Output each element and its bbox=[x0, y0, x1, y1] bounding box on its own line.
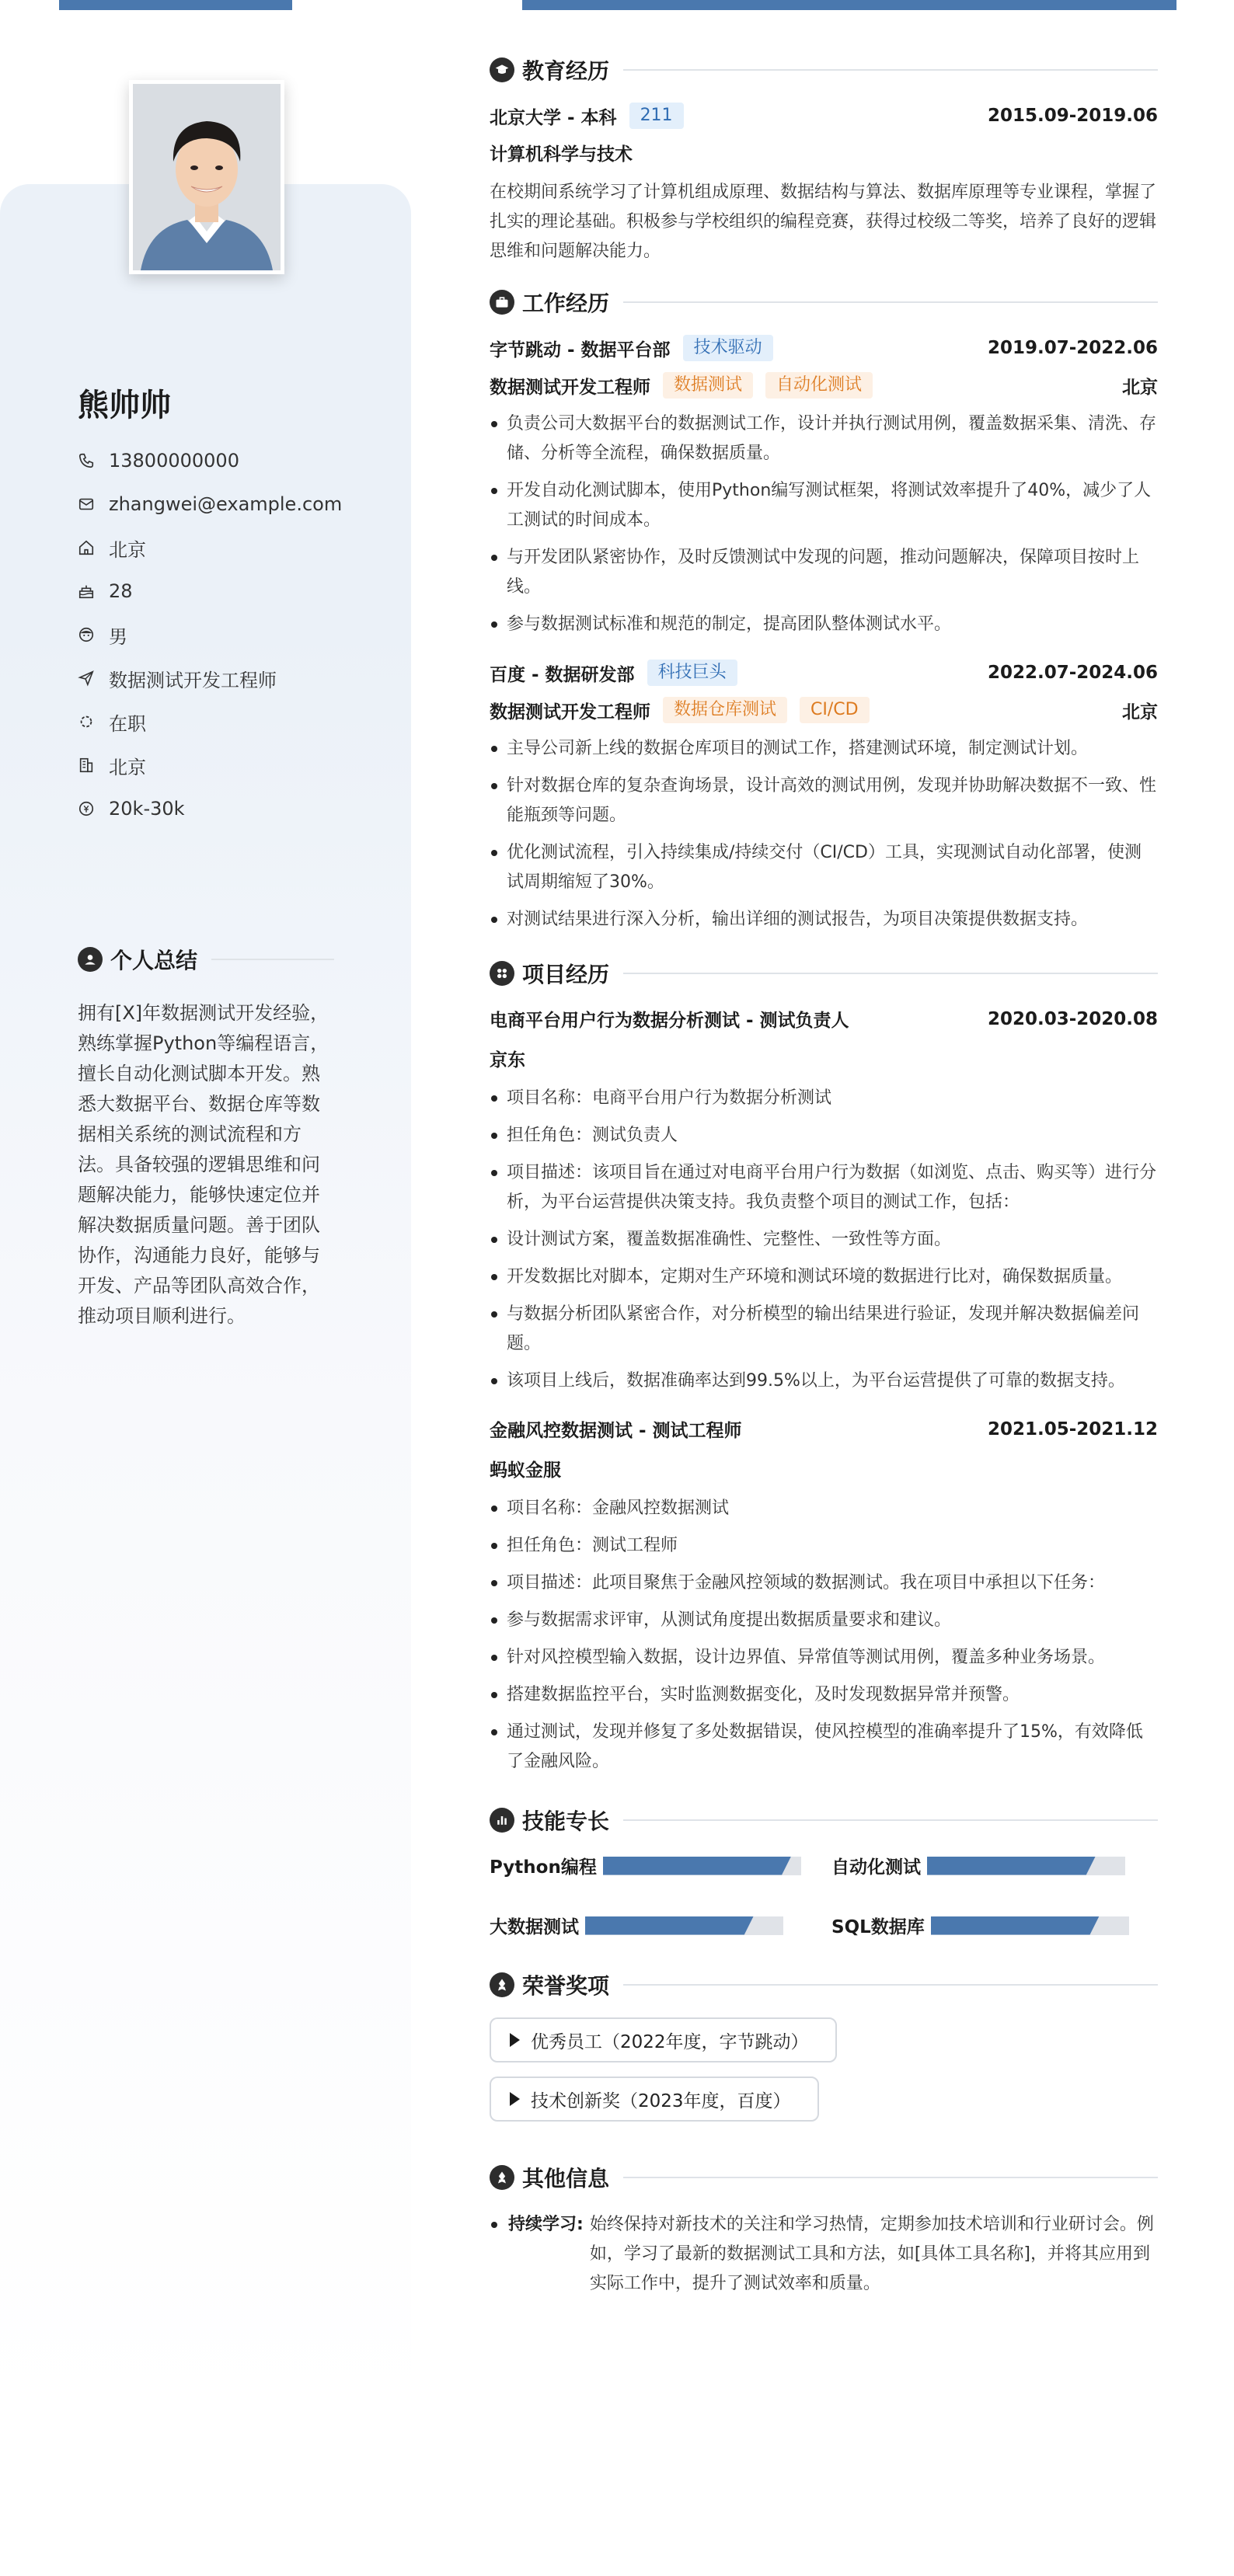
list-item: 针对数据仓库的复杂查询场景，设计高效的测试用例，发现并协助解决数据不一致、性能瓶颈等问题。 bbox=[490, 771, 1158, 830]
list-item: 主导公司新上线的数据仓库项目的测试工作，搭建测试环境，制定测试计划。 bbox=[490, 734, 1158, 764]
list-item: 项目描述：该项目旨在通过对电商平台用户行为数据（如浏览、点击、购买等）进行分析，为平台运营提供决策支持。我负责整个项目的测试工作，包括： bbox=[490, 1158, 1158, 1217]
info-gender bbox=[78, 613, 389, 656]
projects-header bbox=[490, 958, 1158, 989]
skill-bar-fill bbox=[603, 1857, 791, 1875]
list-item: 针对风控模型输入数据，设计边界值、异常值等测试用例，覆盖多种业务场景。 bbox=[490, 1643, 1158, 1673]
job-bullets bbox=[490, 409, 1158, 639]
work-section bbox=[490, 287, 1158, 935]
project-date: 2020.03-2020.08 bbox=[987, 1008, 1158, 1029]
projects-title: 项目经历 bbox=[522, 962, 610, 987]
skills-grid bbox=[490, 1853, 1158, 1938]
job-date: 2022.07-2024.06 bbox=[987, 663, 1158, 683]
list-item: 项目名称：电商平台用户行为数据分析测试 bbox=[490, 1084, 1158, 1113]
info-age bbox=[78, 569, 389, 613]
building-icon bbox=[78, 757, 95, 774]
medal-icon bbox=[490, 1972, 514, 1997]
project-entry bbox=[490, 1006, 1158, 1396]
play-icon bbox=[510, 2092, 520, 2106]
project-entry bbox=[490, 1416, 1158, 1777]
skills-title: 技能专长 bbox=[522, 1808, 610, 1834]
skill-bar bbox=[927, 1857, 1125, 1875]
top-accent-bar-right bbox=[522, 0, 1176, 10]
job-role-row bbox=[490, 372, 1158, 399]
list-item: 担任角色：测试工程师 bbox=[490, 1531, 1158, 1561]
skill-bar-fill bbox=[931, 1916, 1100, 1935]
briefcase-icon bbox=[490, 290, 514, 315]
job-city: 北京 bbox=[1122, 377, 1158, 398]
list-item: 该项目上线后，数据准确率达到99.5%以上，为平台运营提供了可靠的数据支持。 bbox=[490, 1366, 1158, 1396]
list-item: 负责公司大数据平台的数据测试工作，设计并执行测试用例，覆盖数据采集、清洗、存储、分析等全流程，确保数据质量。 bbox=[490, 409, 1158, 468]
status-icon bbox=[78, 713, 95, 730]
project-header-row bbox=[490, 1006, 1158, 1032]
list-item: 设计测试方案，覆盖数据准确性、完整性、一致性等方面。 bbox=[490, 1225, 1158, 1255]
info-email bbox=[78, 482, 389, 526]
info-job-target bbox=[78, 656, 389, 700]
phone-icon bbox=[78, 452, 95, 469]
projects-divider bbox=[623, 973, 1158, 974]
mail-icon bbox=[78, 496, 95, 513]
email-text: zhangwei@example.com bbox=[109, 493, 343, 515]
education-row bbox=[490, 103, 1158, 129]
main-column bbox=[490, 54, 1158, 2299]
info-status bbox=[78, 700, 389, 743]
skills-header bbox=[490, 1805, 1158, 1836]
skill-bar bbox=[931, 1916, 1129, 1935]
award-item bbox=[490, 2017, 837, 2063]
list-item: 通过测试，发现并修复了多处数据错误，使风控模型的准确率提升了15%，有效降低了金融风险。 bbox=[490, 1718, 1158, 1777]
role-tag: CI/CD bbox=[800, 697, 870, 723]
awards-header bbox=[490, 1969, 1158, 2000]
award-text: 技术创新奖（2023年度，百度） bbox=[531, 2090, 791, 2111]
job-role-row bbox=[490, 697, 1158, 723]
info-location bbox=[78, 526, 389, 569]
role-tag: 数据仓库测试 bbox=[663, 697, 787, 723]
education-title: 教育经历 bbox=[522, 58, 610, 84]
skill-bar bbox=[603, 1857, 801, 1875]
list-item: 对测试结果进行深入分析，输出详细的测试报告，为项目决策提供数据支持。 bbox=[490, 905, 1158, 935]
project-bullets bbox=[490, 1494, 1158, 1777]
school-tag: 211 bbox=[629, 103, 684, 129]
project-bullets bbox=[490, 1084, 1158, 1396]
project-date: 2021.05-2021.12 bbox=[987, 1419, 1158, 1439]
cake-icon bbox=[78, 583, 95, 600]
role-name: 数据测试开发工程师 bbox=[490, 377, 650, 398]
company-name: 百度 - 数据研发部 bbox=[490, 664, 635, 685]
list-item: 参与数据测试标准和规范的制定，提高团队整体测试水平。 bbox=[490, 610, 1158, 639]
other-title: 其他信息 bbox=[522, 2166, 610, 2191]
list-item: 优化测试流程，引入持续集成/持续交付（CI/CD）工具，实现测试自动化部署，使测试周期缩短了30%。 bbox=[490, 838, 1158, 897]
skill-bar-fill bbox=[927, 1857, 1096, 1875]
company-name: 字节跳动 - 数据平台部 bbox=[490, 339, 671, 360]
list-item: 与开发团队紧密协作，及时反馈测试中发现的问题，推动问题解决，保障项目按时上线。 bbox=[490, 543, 1158, 602]
info-target-city bbox=[78, 743, 389, 787]
job-bullets bbox=[490, 734, 1158, 935]
skill-name: SQL数据库 bbox=[831, 1917, 925, 1937]
work-title: 工作经历 bbox=[522, 291, 610, 316]
summary-text: 拥有[X]年数据测试开发经验，熟练掌握Python等编程语言，擅长自动化测试脚本开发。熟悉大数据平台、数据仓库等数据相关系统的测试流程和方法。具备较强的逻辑思维和问题解决能力，能够快速定位并解决数据质量问题。善于团队协作，沟通能力良好，能够与开发、产品等团队高效合作，推动项目顺利进行。 bbox=[78, 1002, 329, 1327]
skill-name: 自动化测试 bbox=[831, 1857, 921, 1878]
summary-divider bbox=[211, 959, 334, 960]
other-divider bbox=[623, 2177, 1158, 2178]
list-item: 参与数据需求评审，从测试角度提出数据质量要求和建议。 bbox=[490, 1606, 1158, 1635]
graduation-cap-icon bbox=[490, 57, 514, 82]
job-company bbox=[490, 335, 773, 361]
role-tag: 自动化测试 bbox=[765, 372, 873, 399]
education-date: 2015.09-2019.06 bbox=[987, 106, 1158, 126]
skill-item bbox=[831, 1853, 1158, 1878]
location-text: 北京 bbox=[109, 538, 146, 561]
info-salary bbox=[78, 787, 389, 830]
skill-name: 大数据测试 bbox=[490, 1917, 579, 1937]
send-icon bbox=[78, 670, 95, 687]
skill-bar-fill bbox=[585, 1916, 754, 1935]
skills-divider bbox=[623, 1819, 1158, 1821]
job-header-row bbox=[490, 335, 1158, 361]
bar-chart-icon bbox=[490, 1808, 514, 1833]
projects-section bbox=[490, 958, 1158, 1777]
education-description: 在校期间系统学习了计算机组成原理、数据结构与算法、数据库原理等专业课程，掌握了扎实的理论基础。积极参与学校组织的编程竞赛，获得过校级二等奖，培养了良好的逻辑思维和问题解决能力。 bbox=[490, 183, 1157, 261]
other-section bbox=[490, 2162, 1158, 2299]
job-role bbox=[490, 697, 870, 723]
list-item: 搭建数据监控平台，实时监测数据变化，及时发现数据异常并预警。 bbox=[490, 1680, 1158, 1710]
education-major: 计算机科学与技术 bbox=[490, 144, 633, 165]
awards-title: 荣誉奖项 bbox=[522, 1973, 610, 1999]
project-company: 蚂蚁金服 bbox=[490, 1460, 561, 1481]
info-phone bbox=[78, 439, 389, 482]
role-tag: 数据测试 bbox=[663, 372, 753, 399]
avatar-image bbox=[133, 84, 281, 270]
job-city: 北京 bbox=[1122, 701, 1158, 722]
list-item: 项目名称：金融风控数据测试 bbox=[490, 1494, 1158, 1523]
status-text: 在职 bbox=[109, 712, 146, 735]
job-target-text: 数据测试开发工程师 bbox=[109, 669, 277, 691]
education-header bbox=[490, 54, 1158, 85]
job-entry bbox=[490, 335, 1158, 639]
project-header-row bbox=[490, 1416, 1158, 1442]
list-item: 项目描述：此项目聚焦于金融风控领域的数据测试。我在项目中承担以下任务： bbox=[490, 1568, 1158, 1598]
education-divider bbox=[623, 69, 1158, 71]
other-label: 持续学习: bbox=[508, 2215, 584, 2234]
skill-item bbox=[490, 1913, 831, 1938]
role-name: 数据测试开发工程师 bbox=[490, 701, 650, 722]
home-icon bbox=[78, 539, 95, 556]
list-item: 担任角色：测试负责人 bbox=[490, 1121, 1158, 1150]
other-header bbox=[490, 2162, 1158, 2193]
skill-bar bbox=[585, 1916, 783, 1935]
skills-section bbox=[490, 1805, 1158, 1938]
face-icon bbox=[78, 626, 95, 643]
award-item bbox=[490, 2076, 819, 2122]
awards-section bbox=[490, 1969, 1158, 2136]
list-item: 开发数据比对脚本，定期对生产环境和测试环境的数据进行比对，确保数据质量。 bbox=[490, 1262, 1158, 1292]
summary-title: 个人总结 bbox=[110, 948, 198, 973]
awards-divider bbox=[623, 1984, 1158, 1986]
education-section bbox=[490, 54, 1158, 266]
other-text: 始终保持对新技术的关注和学习热情，定期参加技术培训和行业研讨会。例如，学习了最新的数据测试工具和方法，如[具体工具名称]，并将其应用到实际工作中，提升了测试效率和质量。 bbox=[589, 2215, 1154, 2293]
work-header bbox=[490, 287, 1158, 318]
user-icon bbox=[78, 947, 103, 972]
play-icon bbox=[510, 2033, 520, 2047]
profile-photo bbox=[129, 80, 284, 274]
other-item bbox=[490, 2210, 1158, 2299]
job-entry bbox=[490, 660, 1158, 935]
award-text: 优秀员工（2022年度，字节跳动） bbox=[531, 2031, 809, 2052]
age-text: 28 bbox=[109, 580, 133, 602]
school-name: 北京大学 - 本科 bbox=[490, 107, 617, 128]
project-company: 京东 bbox=[490, 1050, 525, 1070]
company-tag: 科技巨头 bbox=[647, 660, 737, 686]
skill-name: Python编程 bbox=[490, 1857, 597, 1878]
project-name: 电商平台用户行为数据分析测试 - 测试负责人 bbox=[490, 1011, 849, 1031]
contact-info-list bbox=[78, 439, 389, 830]
grid-icon bbox=[490, 961, 514, 986]
work-divider bbox=[623, 301, 1158, 303]
skill-item bbox=[490, 1853, 831, 1878]
skill-item bbox=[831, 1913, 1158, 1938]
profile-name: 熊帅帅 bbox=[78, 388, 171, 423]
job-company bbox=[490, 660, 737, 686]
top-accent-bar-left bbox=[59, 0, 292, 10]
job-role bbox=[490, 372, 873, 399]
job-date: 2019.07-2022.06 bbox=[987, 338, 1158, 358]
target-city-text: 北京 bbox=[109, 756, 146, 778]
education-school bbox=[490, 103, 684, 129]
award-list bbox=[490, 2017, 1158, 2136]
company-tag: 技术驱动 bbox=[683, 335, 773, 361]
info-icon bbox=[490, 2165, 514, 2190]
phone-text: 13800000000 bbox=[109, 450, 239, 472]
money-icon bbox=[78, 800, 95, 817]
gender-text: 男 bbox=[109, 625, 127, 648]
bullet-dot bbox=[491, 2222, 497, 2228]
list-item: 开发自动化测试脚本，使用Python编写测试框架，将测试效率提升了40%，减少了人工测试的时间成本。 bbox=[490, 476, 1158, 535]
salary-text: 20k-30k bbox=[109, 798, 185, 820]
list-item: 与数据分析团队紧密合作，对分析模型的输出结果进行验证，发现并解决数据偏差问题。 bbox=[490, 1300, 1158, 1359]
project-name: 金融风控数据测试 - 测试工程师 bbox=[490, 1421, 742, 1441]
job-header-row bbox=[490, 660, 1158, 686]
summary-header bbox=[78, 944, 334, 975]
